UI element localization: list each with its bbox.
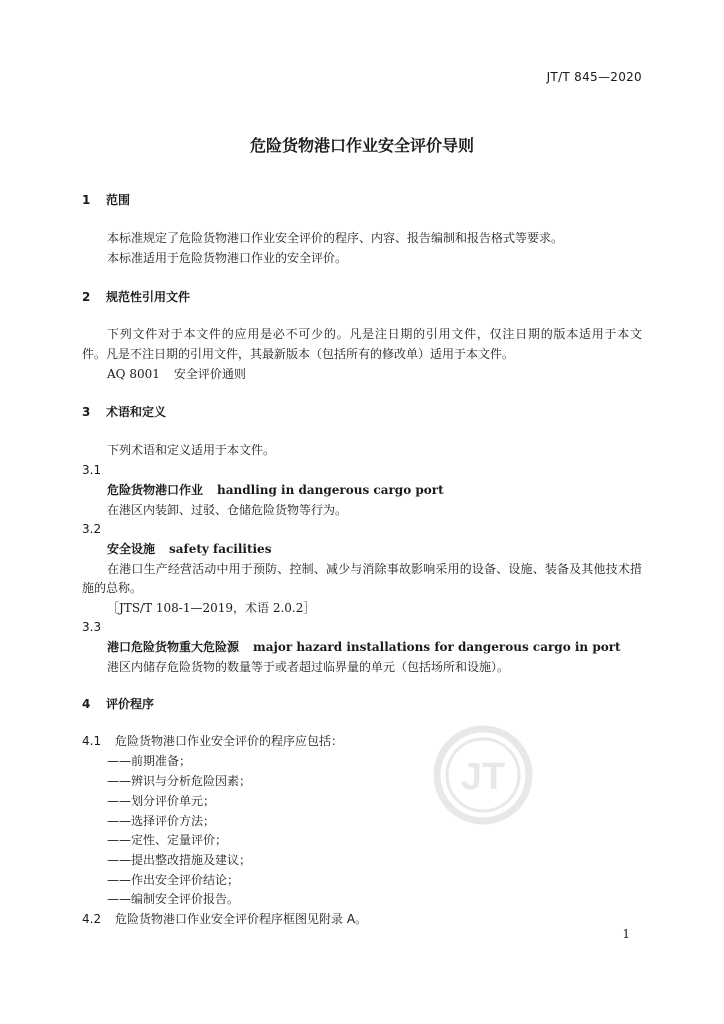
section-3-heading [82,404,166,420]
clause-number: 4.1 [82,734,102,748]
term-entry [107,482,444,498]
reference-title: 安全评价通则 [173,367,246,381]
section-title: 规范性引用文件 [106,290,191,304]
list-item: ——定性、定量评价； [107,833,228,847]
jt-watermark-logo [433,725,533,825]
term-zh: 安全设施 [107,542,156,556]
list-item: ——作出安全评价结论； [107,873,240,887]
term-zh: 危险货物港口作业 [107,483,204,497]
section-1-heading [82,192,130,208]
clause-number: 3.3 [82,620,102,634]
clause-4-2 [82,911,367,927]
standard-code: JT/T 845—2020 [546,70,642,84]
list-item: ——提出整改措施及建议； [107,853,252,867]
section-number: 2 [82,290,91,304]
section-2-heading [82,289,190,305]
term-definition: 在港区内装卸、过驳、仓储危险货物等行为。 [107,503,348,517]
term-definition: 港区内储存危险货物的数量等于或者超过临界量的单元（包括场所和设施）。 [107,660,510,674]
section-number: 3 [82,405,91,419]
page-number: 1 [622,927,630,941]
list-item: ——前期准备； [107,754,192,768]
normative-reference [107,366,246,382]
section-4-heading [82,696,154,712]
section-title: 评价程序 [106,697,155,711]
clause-number: 3.1 [82,463,102,477]
section-number: 1 [82,193,91,207]
list-item: ——辨识与分析危险因素； [107,774,252,788]
term-zh: 港口危险货物重大危险源 [107,640,240,654]
paragraph: 下列术语和定义适用于本文件。 [107,443,276,457]
list-item: ——划分评价单元； [107,794,216,808]
term-source: ［JTS/T 108-1—2019，术语 2.0.2］ [107,601,316,615]
document-title: 危险货物港口作业安全评价导则 [249,136,474,155]
list-item: ——选择评价方法； [107,814,216,828]
clause-number: 4.2 [82,912,102,926]
term-entry [107,639,621,655]
section-title: 术语和定义 [106,405,167,419]
term-en: safety facilities [169,542,272,556]
paragraph: 本标准适用于危险货物港口作业的安全评价。 [107,251,348,265]
paragraph-line: 下列文件对于本文件的应用是必不可少的。凡是注日期的引用文件，仅注日期的版本适用于本文 [107,327,642,341]
list-item: ——编制安全评价报告。 [107,892,240,906]
term-entry [107,541,271,557]
term-en: handling in dangerous cargo port [217,483,444,497]
section-number: 4 [82,697,91,711]
reference-code: AQ 8001 [107,367,160,381]
term-definition-line: 在港口生产经营活动中用于预防、控制、减少与消除事故影响采用的设备、设施、装备及其他技术措 [107,562,642,576]
clause-text: 危险货物港口作业安全评价的程序应包括： [115,734,344,748]
clause-4-1 [82,733,343,749]
term-definition-line: 施的总称。 [82,581,143,595]
term-en: major hazard installations for dangerous cargo in port [253,640,621,654]
clause-text: 危险货物港口作业安全评价程序框图见附录 A。 [115,912,368,926]
paragraph-line: 件。凡是不注日期的引用文件，其最新版本（包括所有的修改单）适用于本文件。 [82,347,515,361]
watermark-text: JT [460,756,506,798]
section-title: 范围 [106,193,131,207]
clause-number: 3.2 [82,522,102,536]
paragraph: 本标准规定了危险货物港口作业安全评价的程序、内容、报告编制和报告格式等要求。 [107,231,564,245]
